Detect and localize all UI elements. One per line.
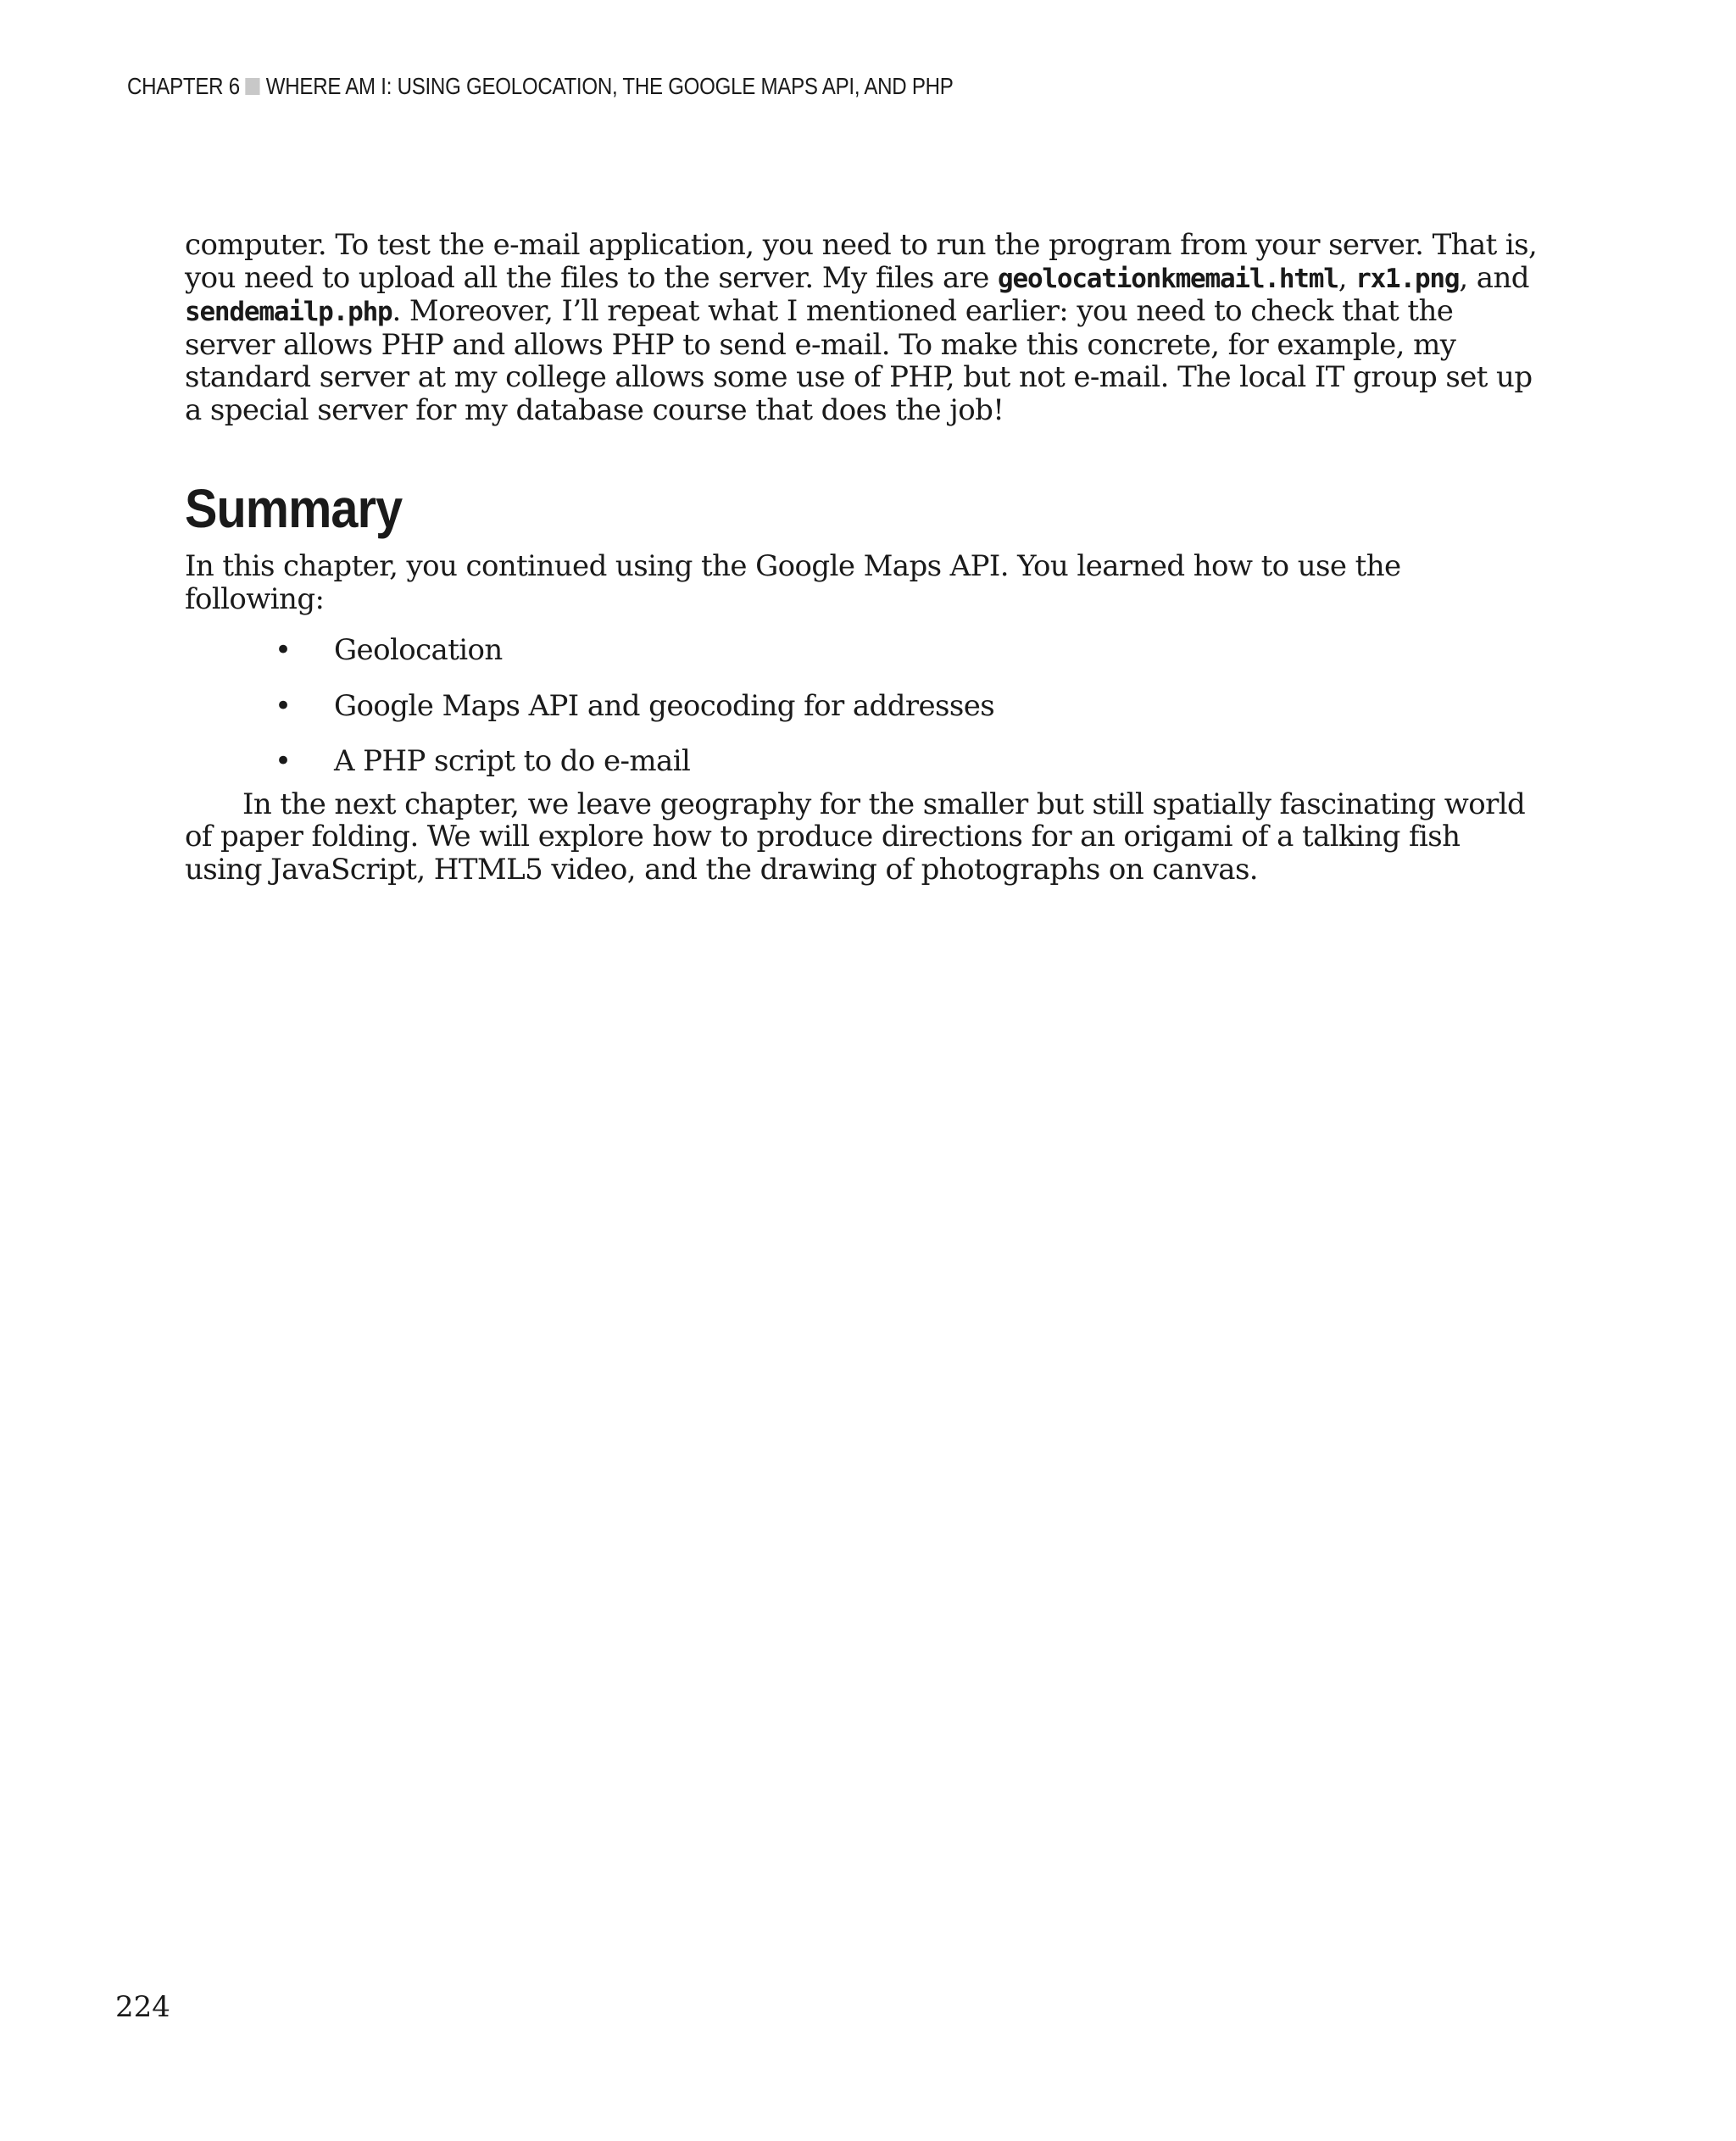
filename-php: sendemailp.php xyxy=(185,297,392,327)
intro-text-part2: . Moreover, I’ll repeat what I mentioned earlier: you need to check that the server allows PHP and allows PHP to send e-mail. To make this concrete, for example, my standard server at my college allows some use of PHP, but not e-mail. The local IT group set up a special server for my database course that does the job! xyxy=(185,294,1533,427)
list-item-text: Geolocation xyxy=(334,633,503,667)
intro-paragraph xyxy=(185,229,1541,426)
chapter-title: WHERE AM I: USING GEOLOCATION, THE GOOGLE MAPS API, AND PHP xyxy=(265,73,954,99)
separator-square-icon xyxy=(246,78,260,95)
running-head xyxy=(127,73,954,100)
summary-heading: Summary xyxy=(185,478,403,539)
summary-lead: In this chapter, you continued using the Google Maps API. You learned how to use the following: xyxy=(185,549,1401,616)
intro-separator-2: , and xyxy=(1459,260,1529,295)
page-number: 224 xyxy=(115,1990,170,2024)
filename-png: rx1.png xyxy=(1355,263,1460,294)
closing-paragraph: In the next chapter, we leave geography for the smaller but still spatially fascinating world of paper folding. We will explore how to produce directions for an origami of a talking fish using JavaScript, HTML5 video, and the drawing of photographs on canvas. xyxy=(185,787,1526,887)
list-item xyxy=(185,690,1541,723)
chapter-label: CHAPTER 6 xyxy=(127,73,240,99)
bullet-icon: • xyxy=(275,744,292,778)
bullet-icon: • xyxy=(275,688,292,723)
summary-bullet-list xyxy=(185,634,1541,778)
filename-html: geolocationkmemail.html xyxy=(998,263,1338,294)
list-item xyxy=(185,634,1541,667)
list-item-text: Google Maps API and geocoding for addresses xyxy=(334,688,995,723)
page-content xyxy=(185,229,1541,886)
intro-separator-1: , xyxy=(1338,260,1356,295)
bullet-icon: • xyxy=(275,633,292,667)
list-item xyxy=(185,745,1541,778)
list-item-text: A PHP script to do e-mail xyxy=(334,744,691,778)
intro-text-part1: computer. To test the e-mail application, you need to run the program from your server. That is, you need to upload all the files to the server. My files are xyxy=(185,228,1538,295)
